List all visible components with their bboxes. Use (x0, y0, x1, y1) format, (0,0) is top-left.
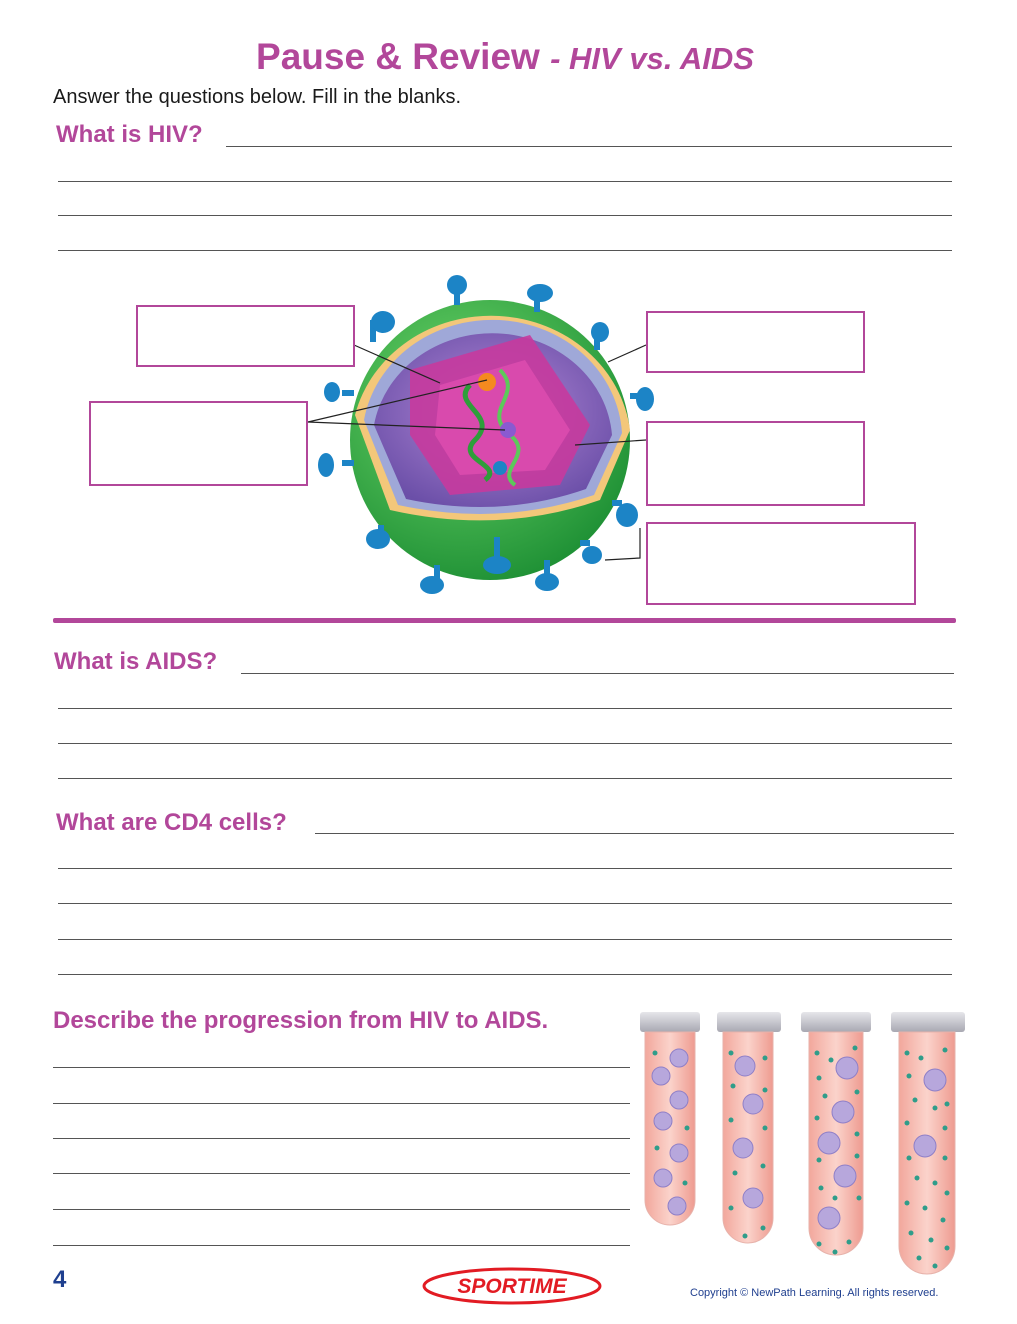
answer-line[interactable] (53, 1103, 630, 1104)
answer-line[interactable] (53, 1209, 630, 1210)
title-sub: - HIV vs. AIDS (550, 41, 754, 76)
answer-line[interactable] (53, 1138, 630, 1139)
logo-text: SPORTIME (457, 1275, 567, 1298)
question-progression: Describe the progression from HIV to AIDS. (53, 1007, 549, 1034)
blood-test-tubes-illustration (635, 1008, 970, 1278)
answer-line[interactable] (53, 1173, 630, 1174)
section-divider (53, 618, 956, 623)
answer-line[interactable] (53, 1245, 630, 1246)
answer-line[interactable] (241, 673, 954, 674)
answer-line[interactable] (58, 903, 952, 904)
answer-line[interactable] (315, 833, 954, 834)
answer-line[interactable] (58, 939, 952, 940)
sportime-logo-icon (420, 1262, 605, 1308)
answer-line[interactable] (58, 868, 952, 869)
title-main: Pause & Review (256, 36, 540, 77)
answer-line[interactable] (58, 708, 952, 709)
question-aids: What is AIDS? (54, 648, 218, 675)
label-box-3[interactable] (646, 311, 865, 373)
label-box-5[interactable] (646, 522, 916, 605)
answer-line[interactable] (53, 1067, 630, 1068)
question-hiv: What is HIV? (56, 121, 203, 148)
answer-line[interactable] (58, 743, 952, 744)
label-box-1[interactable] (136, 305, 355, 367)
answer-line[interactable] (58, 778, 952, 779)
label-box-2[interactable] (89, 401, 308, 486)
page-number: 4 (53, 1266, 67, 1293)
instructions: Answer the questions below. Fill in the blanks. (53, 86, 461, 108)
label-box-4[interactable] (646, 421, 865, 506)
question-cd4: What are CD4 cells? (56, 809, 287, 836)
answer-line[interactable] (58, 974, 952, 975)
copyright: Copyright © NewPath Learning. All rights reserved. (690, 1287, 939, 1299)
